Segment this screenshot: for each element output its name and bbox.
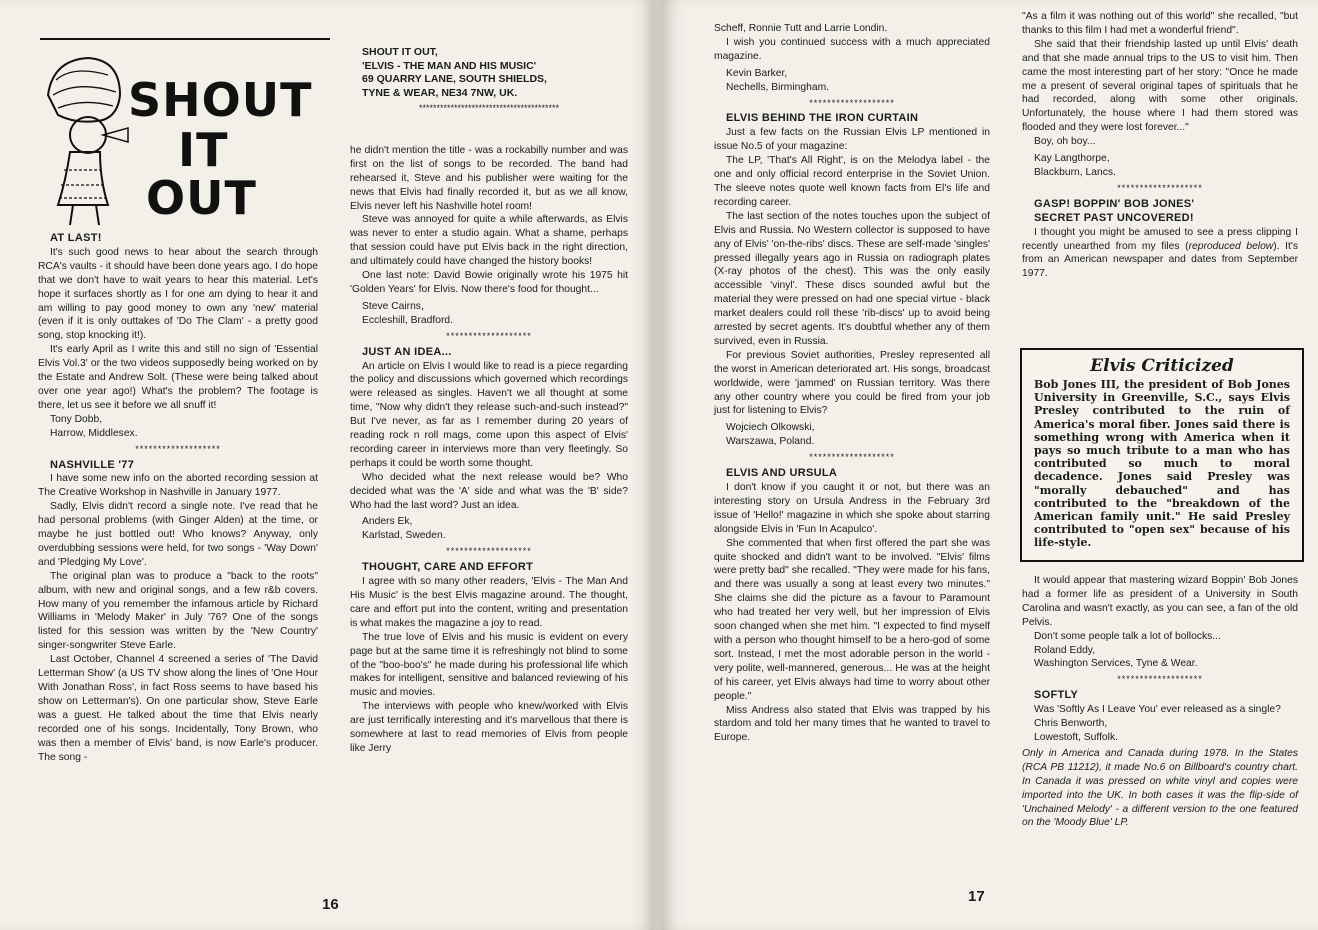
letter-text: Miss Andress also stated that Elvis was trapped by his stardom and told her many times that he wanted to travel to Europe. (714, 704, 990, 744)
signature-place: Lowestoft, Suffolk. (1034, 731, 1118, 743)
right-column-2 (1022, 10, 1298, 281)
divider: ******************* (1117, 182, 1203, 193)
letter-text: Sadly, Elvis didn't record a single note. I've read that he had personal problems (with Ginger Alden) at the time, or maybe he just bottled out! Who knows? Anyway, only overdubbing sessions were held, for two songs - 'Way Down' and 'Pledging My Love'. (38, 501, 318, 568)
heading-elvis-and-ursula: ELVIS AND URSULA (726, 467, 838, 480)
heading-gasp: GASP! BOPPIN' BOB JONES' (1034, 197, 1195, 210)
letter-text: One last note: David Bowie originally wrote his 1975 hit 'Golden Years' for Elvis. Now there's food for thought... (350, 270, 628, 295)
heading-nashville: NASHVILLE '77 (50, 458, 135, 471)
letter-text: I wish you continued success with a much appreciated magazine. (714, 36, 990, 62)
shout-it-out-logo (28, 40, 328, 230)
signature-place: Blackburn, Lancs. (1034, 166, 1116, 178)
letter-text: She commented that when first offered the part she was quite shocked and didn't want to be involved. "Elvis' films were pretty bad" she recalled. "They were made for his fans, and there was usually a song at least every two minutes." She claims she did the picture as a favour to Paramount who had treated her very well, but her impression of Elvis soon changed when she met him. "I expected to find myself with a person who thought himself to be a hero-god of some sort. Instead, I met the most adorable person in the world - very polite, well-mannered, generous... He was at the height of his career, yet Elvis always had time to worry about other people." (714, 537, 990, 702)
signature-place: Harrow, Middlesex. (50, 427, 138, 439)
signature-place: Karlstad, Sweden. (362, 530, 446, 542)
letter-text: It's such good news to hear about the search through RCA's vaults - it should have been done years ago. I do hope that we don't have to wait years to hear this material. Let's hope it surfaces shortly as I for one am dying to hear it and am willing to pay good money to own any 'new' material (even if it is only outtakes of 'Do The Clam' - a pretty good song, stop knocking it!). (38, 246, 318, 342)
signature-place: Nechells, Birmingham. (726, 81, 830, 93)
girl-shouting-illustration (28, 40, 138, 230)
letter-text: Scheff, Ronnie Tutt and Larrie Londin. (714, 23, 888, 34)
letter-text: The original plan was to produce a "back to the roots" album, with new and original songs, and a few r&b covers. How many of you remember the infamous article by Richard Williams in 'Melody Maker' in July '76? One of the songs listed for this session was written by the 'New Country' singer-songwriter Steve Earle. (38, 570, 318, 652)
signature-place: Warszawa, Poland. (726, 436, 815, 448)
clipping-body: Bob Jones III, the president of Bob Jones University in Greenville, S.C., says Elvis Presley contributed to the ruin of America's moral fiber. Jones said there is something wrong with America when it pays so much tribute to a man who has contributed so much to moral decadence. Jones said Presley was "morally debauched" and has contributed to the "breakdown of the American family unit." He said Presley contributed to "open sex" because of his life-style. (1034, 378, 1290, 550)
letter-text-italic: reproduced below (1188, 240, 1274, 252)
letter-text: Steve was annoyed for quite a while afterwards, as Elvis was never to enter a studio again. What a shame, perhaps that session could have put Elvis back in the right direction, and ultimately could have changed the history books! (350, 214, 628, 268)
divider: ******************* (809, 97, 895, 108)
heading-just-an-idea: JUST AN IDEA... (362, 345, 452, 358)
divider: ******************* (446, 330, 532, 341)
letter-text: Just a few facts on the Russian Elvis LP mentioned in issue No.5 of your magazine: (714, 127, 990, 153)
left-column-2 (350, 46, 628, 756)
heading-at-last: AT LAST! (50, 232, 102, 244)
signature-name: Chris Benworth, (1034, 718, 1108, 730)
address-line: 'ELVIS - THE MAN AND HIS MUSIC' (362, 59, 537, 72)
letter-text: The true love of Elvis and his music is evident on every page but at the same time it is refreshingly not blind to some of the "boo-boo's" he made during his professional life which makes for intelligent, sensitive and balanced reviewing of his music and movies. (350, 631, 628, 699)
heading-thought-care-effort: THOUGHT, CARE AND EFFORT (362, 561, 534, 574)
page-number-left: 16 (322, 896, 339, 913)
logo-word-it: IT (178, 123, 229, 177)
letter-text-part: I thought you might be amused to see a press clipping I recently unearthed from my files ( (1022, 226, 1298, 252)
letter-text: An article on Elvis I would like to read is a piece regarding the policy and discussions which governed which recordings were released as singles. Haven't we all thought at some time, "Now why didn't they release such-and-such instead?" But I've never, as far as I remember during 20 years of reading rock n roll mags, come upon this aspect of Elvis' recording career in interviews more than very fleetingly. So perhaps it could be worth some thought. (350, 360, 628, 469)
editor-answer: Only in America and Canada during 1978. In the States (RCA PB 11212), it made No.6 on Billboard's country chart. In Canada it was pressed on white vinyl and copies were imported into the UK. In both cases it was the flip-side of 'Unchained Melody' - a different version to the one featured on the 'Moody Blue' LP. (1022, 747, 1298, 829)
letter-text: It would appear that mastering wizard Boppin' Bob Jones had a former life as president of a University in South Carolina and wasn't exactly, as you can see, a fan of the old Pelvis. (1022, 575, 1298, 628)
letter-text: "As a film it was nothing out of this world" she recalled, "but thanks to this film I had met a wonderful friend". (1022, 11, 1298, 36)
letter-text: The LP, 'That's All Right', is on the Melodya label - the one and only official record enterprise in the Soviet Union. The sleeve notes quote well known facts from El's life and recording career. (714, 155, 990, 208)
page-gutter (654, 0, 662, 930)
address-line: TYNE & WEAR, NE34 7NW, UK. (362, 86, 518, 99)
left-column-1 (38, 232, 318, 764)
right-column-1 (714, 22, 990, 745)
letter-text: Don't some people talk a lot of bollocks... (1034, 630, 1221, 642)
divider: ******************* (135, 443, 221, 454)
logo-word-out: OUT (146, 171, 257, 225)
signature-place: Eccleshill, Bradford. (362, 314, 453, 326)
signature-name: Wojciech Olkowski, (726, 422, 815, 434)
address-line: 69 QUARRY LANE, SOUTH SHIELDS, (362, 73, 547, 85)
letter-text (1022, 226, 1298, 282)
signature-name: Tony Dobb, (50, 413, 103, 425)
clipping-title: Elvis Criticized (1090, 356, 1234, 376)
right-column-2-lower (1022, 574, 1298, 830)
letter-text: She said that their friendship lasted up until Elvis' death and that she made annual trips to the US to visit him. Then came the most interesting part of her story: "Once he made me a present of several original tapes of spirituals that he had recorded, along with some other originals. Unfortunately, the house where I had them stored was flooded and they were lost forever..." (1022, 38, 1298, 134)
letter-text: I agree with so many other readers, 'Elvis - The Man And His Music' is the best Elvis magazine around. The thought, care and effort put into the content, writing and presentation is what makes the magazine a joy to read. (350, 576, 628, 629)
address-line: SHOUT IT OUT, (362, 46, 438, 58)
signature-place: Washington Services, Tyne & Wear. (1034, 658, 1198, 670)
signature-name: Roland Eddy, (1034, 644, 1096, 656)
logo-word-shout: SHOUT (128, 73, 313, 127)
letter-text: Last October, Channel 4 screened a series of 'The David Letterman Show' (a US TV show along the lines of 'One Hour With Jonathan Ross', in fact Ross seems to have based his show on Letterman's). On one particular show, Steve Earle was a guest. He talked about the time that Elvis nearly recorded one of his songs. Incidentally, Tony Brown, who was then a member of Elvis' band, is now Earle's producer. The song - (38, 654, 318, 763)
letter-text: I have some new info on the aborted recording session at The Creative Workshop in Nashville in January 1977. (38, 473, 318, 499)
letter-text: Boy, oh boy... (1034, 136, 1096, 148)
letter-text: he didn't mention the title - was a rockabilly number and was first on the list of songs to be recorded. The band had rehearsed it, Steve and his publisher were waiting for the news that Elvis had finally recorded it, but as we all know, Elvis never left his Nashville hotel room! (350, 144, 628, 212)
signature-name: Steve Cairns, (362, 300, 424, 312)
signature-name: Anders Ek, (362, 516, 413, 528)
divider: ******************* (1117, 674, 1203, 685)
letter-text: It's early April as I write this and still no sign of 'Essential Elvis Vol.3' or the two videos supposedly being worked on by the Estate and Andrew Solt. (These were being talked about over one year ago!) What's the problem? The footage is there, let us see it before we all snuff it! (38, 344, 318, 411)
letter-text-part: ). It's from an American newspaper and dates from September 1977. (1022, 240, 1298, 280)
signature-name: Kevin Barker, (726, 67, 788, 79)
letter-text: I don't know if you caught it or not, but there was an interesting story on Ursula Andress in the February 3rd issue of 'Hello!' magazine in which she spoke about starring alongside Elvis in 'Fun In Acapulco'. (714, 482, 990, 535)
address-divider: **************************************** (418, 103, 560, 113)
heading-softly: SOFTLY (1034, 689, 1079, 702)
press-clipping (1020, 348, 1304, 562)
page-number-right: 17 (968, 888, 985, 905)
signature-name: Kay Langthorpe, (1034, 153, 1110, 165)
letter-text: For previous Soviet authorities, Presley represented all the worst in American deteriorated art. His songs, broadcast worldwide, were 'jammed' on Russian territory. Was there any other country where you could be fired from your job just for listening to Elvis? (714, 349, 990, 417)
heading-iron-curtain: ELVIS BEHIND THE IRON CURTAIN (726, 112, 919, 125)
heading-gasp-line2: SECRET PAST UNCOVERED! (1034, 211, 1194, 224)
letter-text: The interviews with people who knew/worked with Elvis are just terrifically interesting and it's marvellous that there is somewhere at last to read memories of Elvis from people like Jerry (350, 701, 628, 754)
letter-text: Was 'Softly As I Leave You' ever released as a single? (1034, 704, 1281, 716)
divider: ******************* (446, 546, 532, 557)
divider: ******************* (809, 452, 895, 463)
letter-text: Who decided what the next release would be? Who decided what was the 'A' side and what was the 'B' side? Who had the last word? Just an idea. (350, 471, 628, 511)
letter-text: The last section of the notes touches upon the subject of Elvis and Russia. No Western collector is supposed to have any of Elvis' 'on-the-ribs' discs. These are self-made 'singles' pressed illegally years ago in Russia on radiograph plates (X-ray photos of the chest). This was the only easily accessible 'vinyl'. These discs sounded awful but the material they were pressed on had one special virtue - black market dealers could roll these 'rib-discs' up to avoid being arrested by secret agents. It's doubtful whether any of them survived, even in Russia. (714, 210, 990, 347)
